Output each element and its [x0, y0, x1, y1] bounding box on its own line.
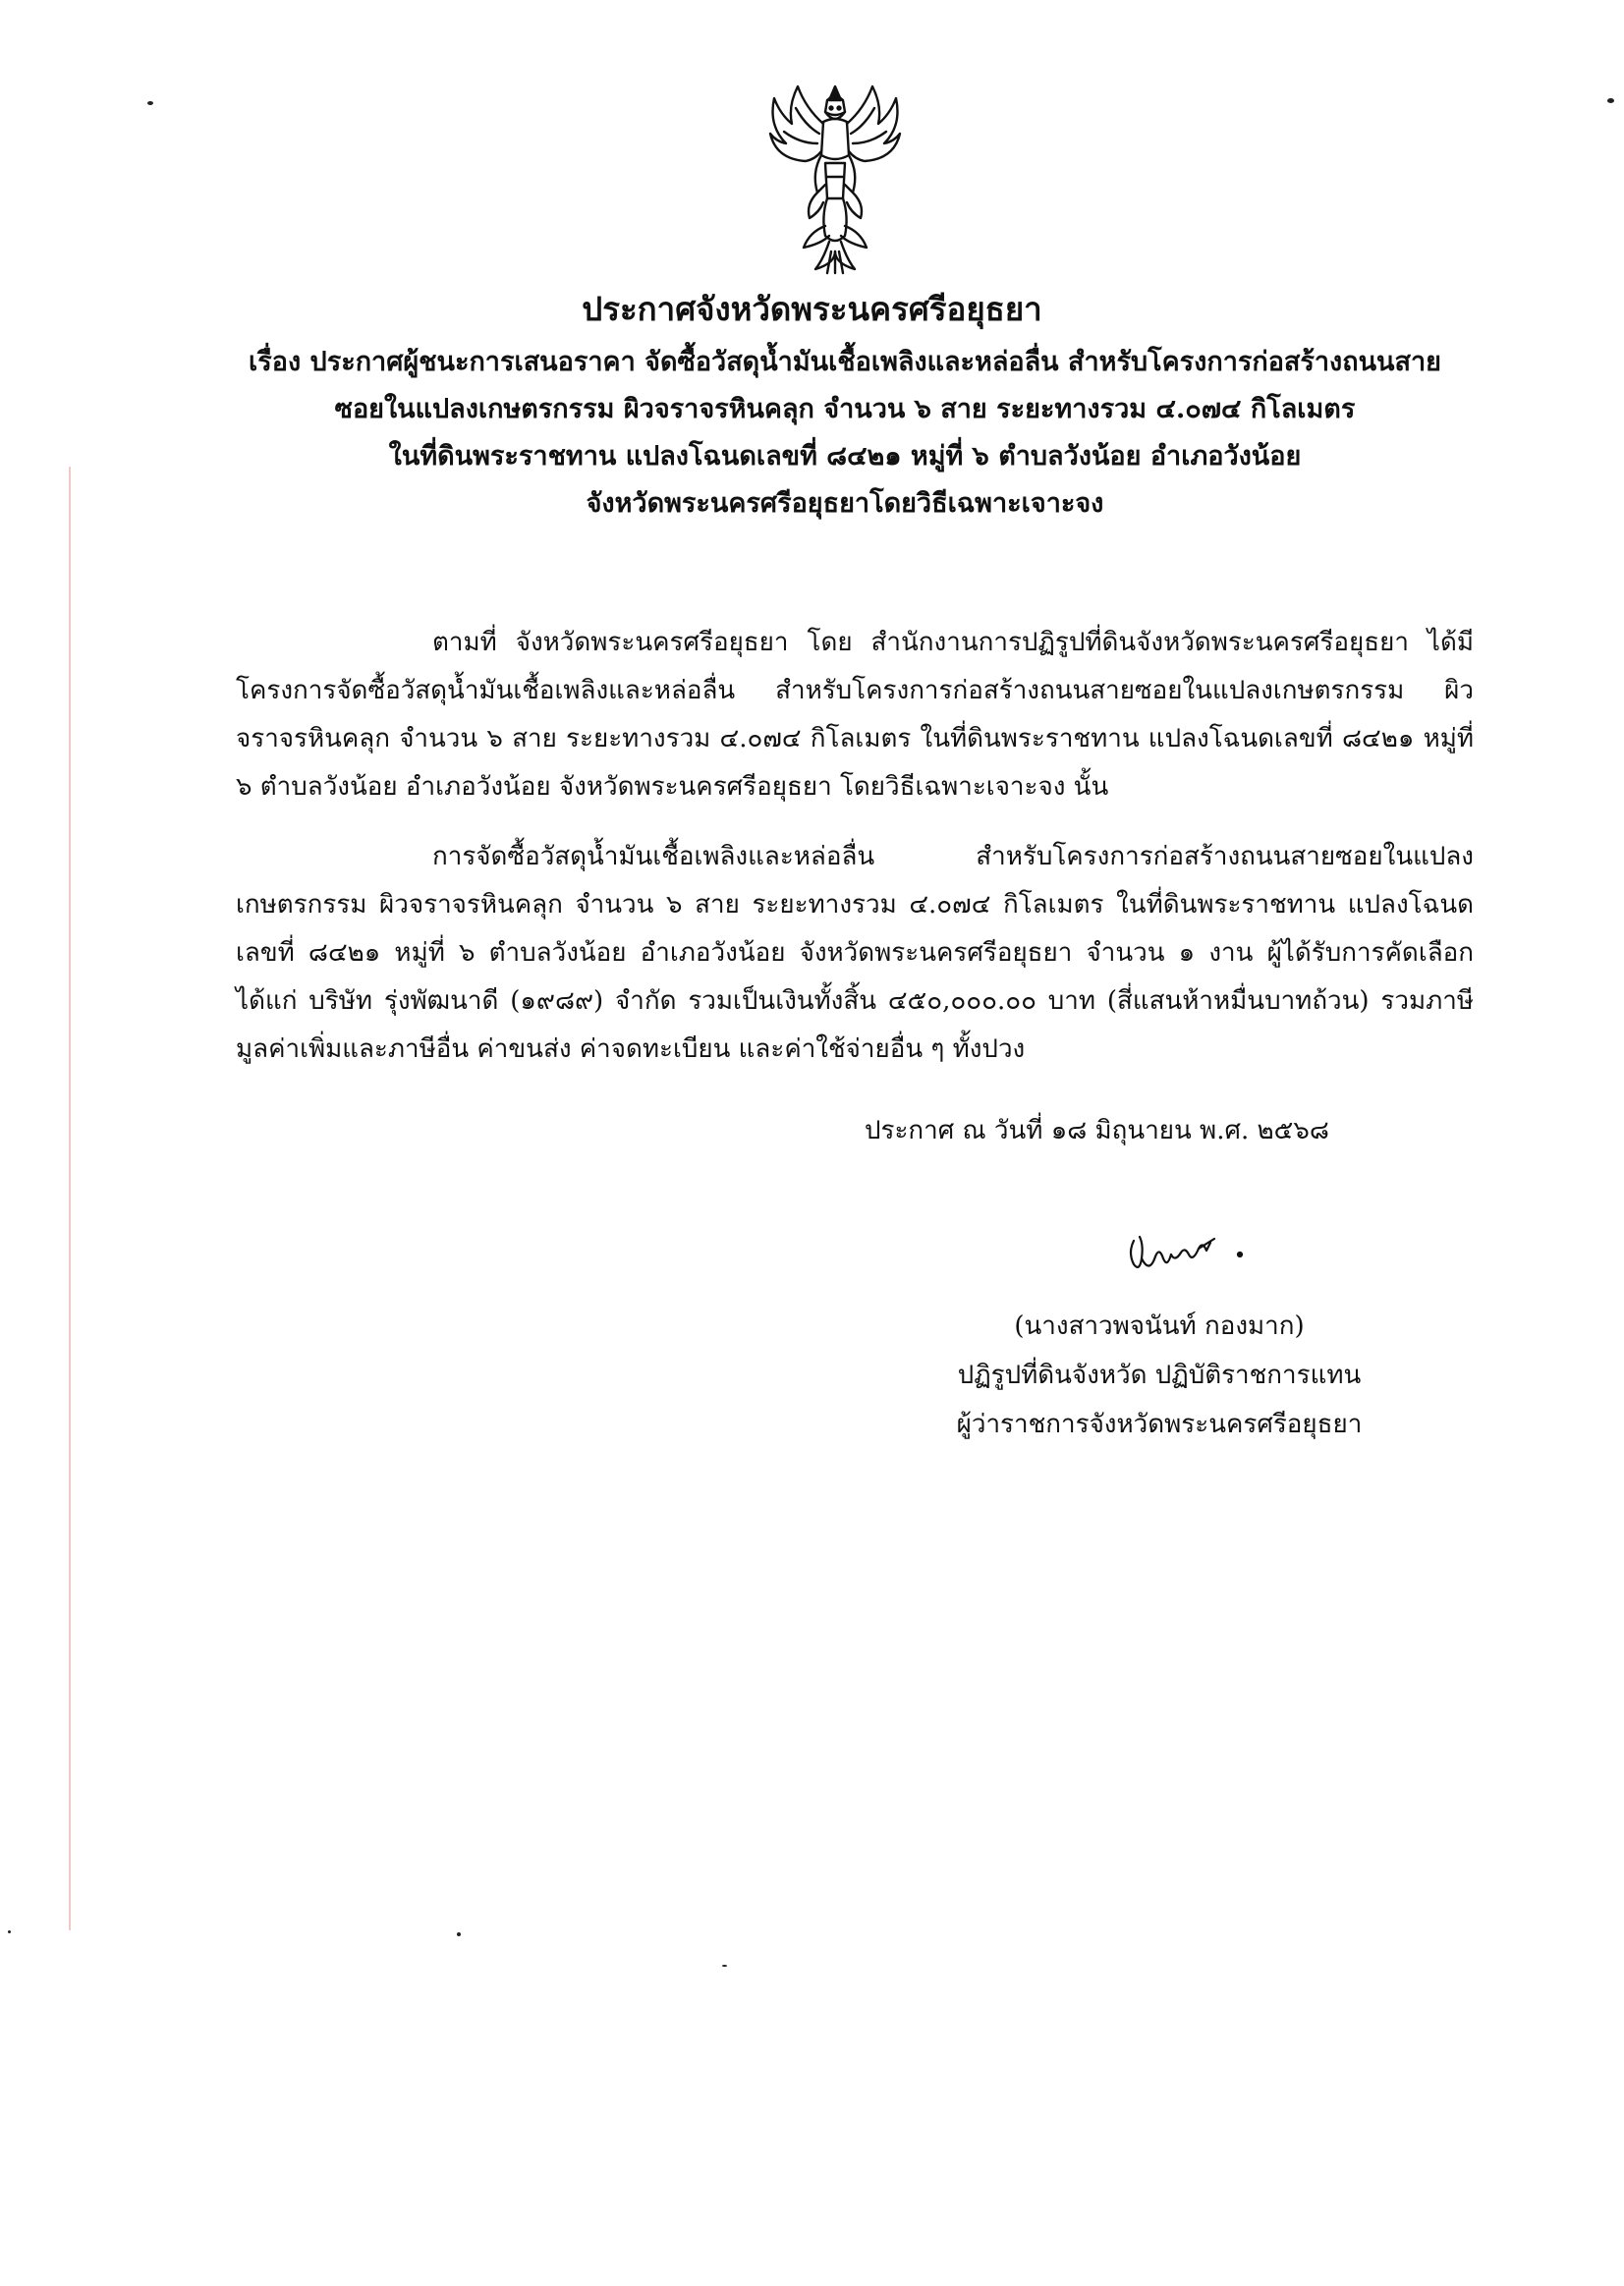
signer-position: ปฏิรูปที่ดินจังหวัด ปฏิบัติราชการแทน — [957, 1361, 1362, 1390]
scan-speck — [457, 1932, 461, 1936]
announcement-subject — [216, 339, 1474, 528]
handwritten-signature — [1120, 1223, 1277, 1282]
subject-line: จังหวัดพระนครศรีอยุธยาโดยวิธีเฉพาะเจาะจง — [586, 488, 1104, 519]
garuda-emblem-icon — [766, 79, 904, 275]
signer-office: ผู้ว่าราชการจังหวัดพระนครศรีอยุธยา — [956, 1410, 1363, 1439]
announcement-title: ประกาศจังหวัดพระนครศรีอยุธยา — [582, 290, 1042, 328]
announcement-date: ประกาศ ณ วันที่ ๑๘ มิถุนายน พ.ศ. ๒๕๖๘ — [865, 1116, 1329, 1145]
scan-margin-line — [69, 467, 71, 1930]
body-paragraph: ตามที่ จังหวัดพระนครศรีอยุธยา โดย สำนักงานการปฏิรูปที่ดินจังหวัดพระนครศรีอยุธยา ได้มีโครงการจัดซื้อวัสดุน้ำมันเชื้อเพลิงและหล่อลื่น สำหรับโครงการก่อสร้างถนนสายซอยในแปลงเกษตรกรรม ผิวจราจรหินคลุก จำนวน ๖ สาย ระยะทางรวม ๔.๐๗๔ กิโลเมตร ในที่ดินพระราชทาน แปลงโฉนดเลขที่ ๘๔๒๑ หมู่ที่ ๖ ตำบลวังน้อย อำเภอวังน้อย จังหวัดพระนครศรีอยุธยา โดยวิธีเฉพาะเจาะจง นั้น — [236, 628, 1474, 802]
scan-speck — [8, 1930, 11, 1933]
signer-block — [884, 1302, 1434, 1449]
scan-speck — [1607, 98, 1614, 103]
subject-line: เรื่อง ประกาศผู้ชนะการเสนอราคา จัดซื้อวัสดุน้ำมันเชื้อเพลิงและหล่อลื่น สำหรับโครงการก่อสร้างถนนสาย — [249, 347, 1441, 377]
scan-speck — [147, 101, 153, 105]
subject-line: ซอยในแปลงเกษตรกรรม ผิวจราจรหินคลุก จำนวน ๖ สาย ระยะทางรวม ๔.๐๗๔ กิโลเมตร — [334, 394, 1356, 424]
subject-line: ในที่ดินพระราชทาน แปลงโฉนดเลขที่ ๘๔๒๑ หมู่ที่ ๖ ตำบลวังน้อย อำเภอวังน้อย — [388, 441, 1302, 472]
announcement-body — [236, 619, 1474, 1095]
signer-name: (นางสาวพจนันท์ กองมาก) — [1014, 1311, 1305, 1341]
scan-speck — [722, 1965, 727, 1967]
body-paragraph: การจัดซื้อวัสดุน้ำมันเชื้อเพลิงและหล่อลื่น สำหรับโครงการก่อสร้างถนนสายซอยในแปลงเกษตรกรรม ผิวจราจรหินคลุก จำนวน ๖ สาย ระยะทางรวม ๔.๐๗๔ กิโลเมตร ในที่ดินพระราชทาน แปลงโฉนดเลขที่ ๘๔๒๑ หมู่ที่ ๖ ตำบลวังน้อย อำเภอวังน้อย จังหวัดพระนครศรีอยุธยา จำนวน ๑ งาน ผู้ได้รับการคัดเลือก ได้แก่ บริษัท รุ่งพัฒนาดี (๑๙๘๙) จำกัด รวมเป็นเงินทั้งสิ้น ๔๕๐,๐๐๐.๐๐ บาท (สี่แสนห้าหมื่นบาทถ้วน) รวมภาษีมูลค่าเพิ่มและภาษีอื่น ค่าขนส่ง ค่าจดทะเบียน และค่าใช้จ่ายอื่น ๆ ทั้งปวง — [236, 842, 1474, 1064]
